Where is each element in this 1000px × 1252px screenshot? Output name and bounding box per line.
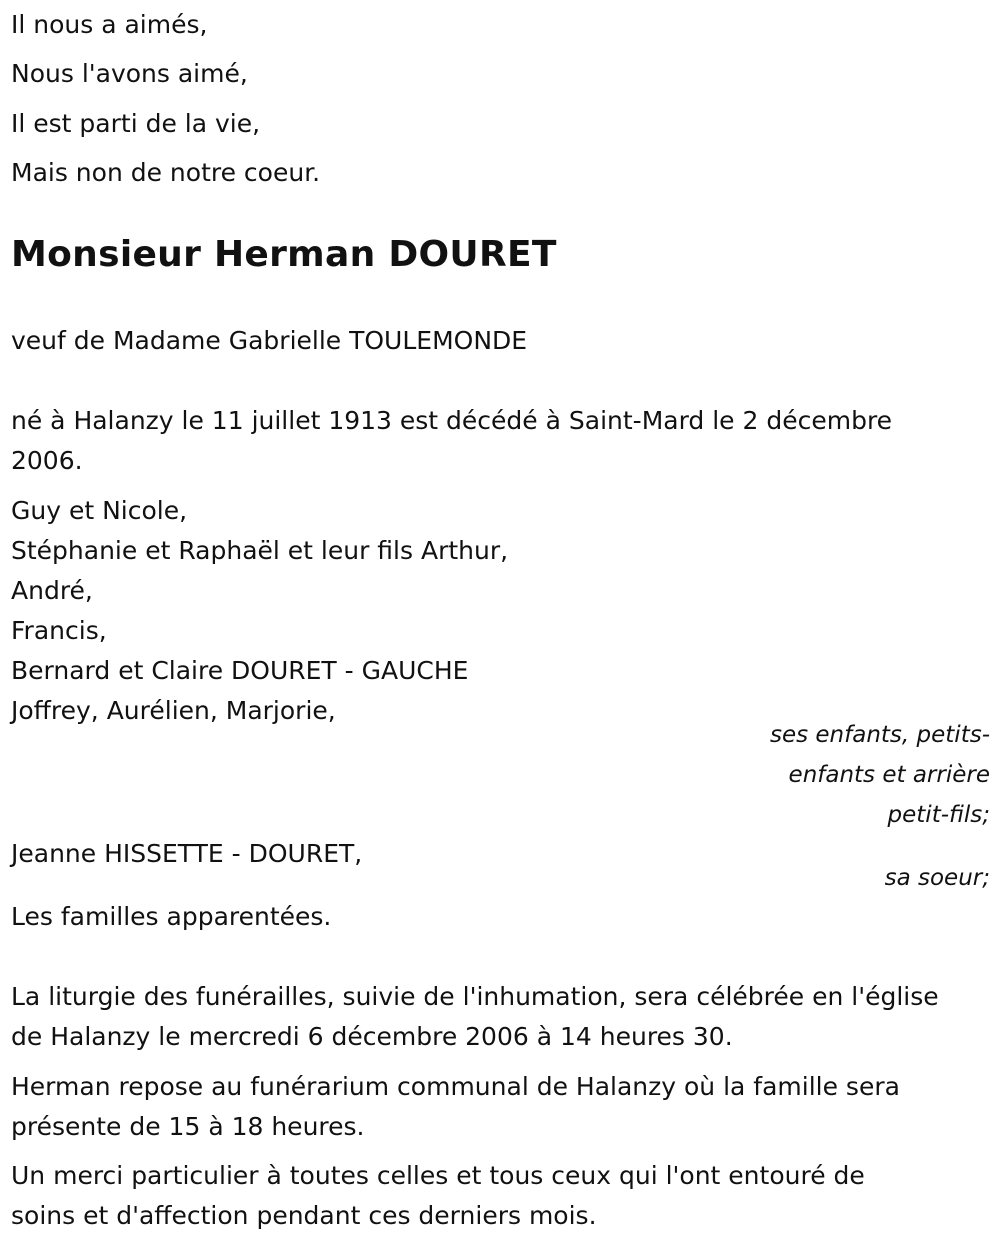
family-member: Joffrey, Aurélien, Marjorie, xyxy=(11,696,336,725)
thanks-line: soins et d'affection pendant ces derniers mois. xyxy=(11,1201,597,1230)
sister-line: Jeanne HISSETTE - DOURET, xyxy=(11,839,363,868)
liturgy-line: de Halanzy le mercredi 6 décembre 2006 à 14 heures 30. xyxy=(11,1022,733,1051)
rest-line: présente de 15 à 18 heures. xyxy=(11,1112,365,1141)
thanks-line: Un merci particulier à toutes celles et tous ceux qui l'ont entouré de xyxy=(11,1161,865,1190)
liturgy-line: La liturgie des funérailles, suivie de l'inhumation, sera célébrée en l'église xyxy=(11,982,939,1011)
poem-line: Mais non de notre coeur. xyxy=(11,158,321,187)
birth-death-line: 2006. xyxy=(11,446,83,475)
deceased-name: Monsieur Herman DOURET xyxy=(11,234,557,275)
family-member: Francis, xyxy=(11,616,107,645)
family-role: ses enfants, petits- xyxy=(769,722,990,748)
poem-line: Il nous a aimés, xyxy=(11,10,208,39)
poem-line: Il est parti de la vie, xyxy=(11,109,261,138)
family-role: petit-fils; xyxy=(887,802,990,828)
birth-death-line: né à Halanzy le 11 juillet 1913 est décédé à Saint-Mard le 2 décembre xyxy=(11,406,893,435)
poem-line: Nous l'avons aimé, xyxy=(11,59,248,88)
family-member: Bernard et Claire DOURET - GAUCHE xyxy=(11,656,469,685)
widower-line: veuf de Madame Gabrielle TOULEMONDE xyxy=(11,326,528,355)
relatives-line: Les familles apparentées. xyxy=(11,902,332,931)
family-member: Guy et Nicole, xyxy=(11,496,188,525)
family-member: Stéphanie et Raphaël et leur fils Arthur, xyxy=(11,536,509,565)
rest-line: Herman repose au funérarium communal de Halanzy où la famille sera xyxy=(11,1072,900,1101)
family-role: enfants et arrière xyxy=(788,762,990,788)
sister-role: sa soeur; xyxy=(884,865,990,891)
family-member: André, xyxy=(11,576,93,605)
